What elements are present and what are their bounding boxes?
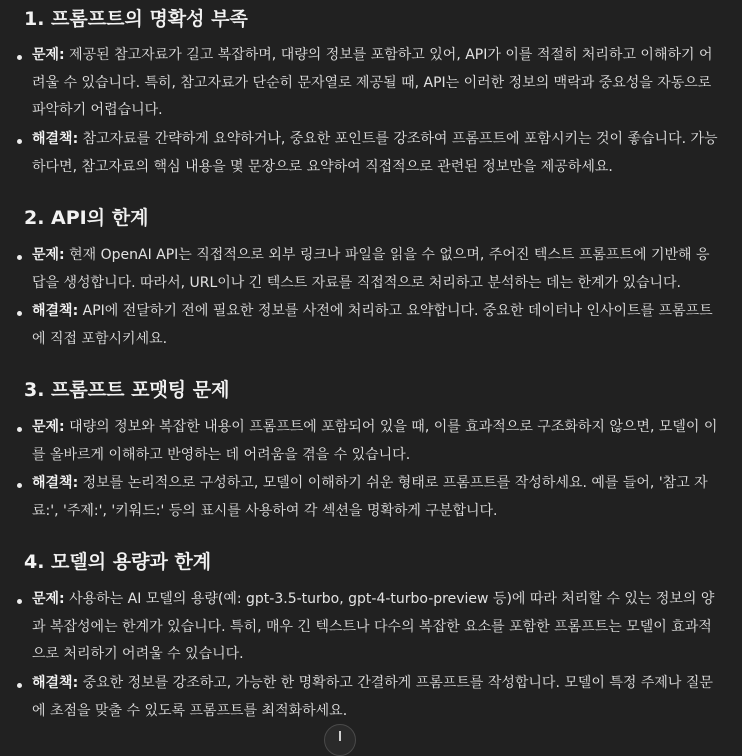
bullet-body: 정보를 논리적으로 구성하고, 모델이 이해하기 쉬운 형태로 프롬프트를 작성하세요. 예를 들어, '참고 자료:', '주제:', '키워드:' 등의 표시를 사용하여 각 섹션을 명확하게 구분합니다.	[32, 475, 708, 519]
bullet-label: 문제:	[32, 47, 65, 63]
section-heading: 4. 모델의 용량과 한계	[24, 551, 212, 573]
bullet-dot-icon	[17, 255, 22, 260]
bullet-body: 제공된 참고자료가 길고 복잡하며, 대량의 정보를 포함하고 있어, API가 이를 적절히 처리하고 이해하기 어려울 수 있습니다. 특히, 참고자료가 단순히 문자열로 제공될 때, API는 이러한 정보의 맥락과 중요성을 자동으로 파악하기 어렵습니다.	[32, 47, 713, 118]
bullet-dot-icon	[17, 311, 22, 316]
bullet-dot-icon	[17, 483, 22, 488]
bullet-label: 해결책:	[32, 131, 79, 147]
bullet-dot-icon	[17, 55, 22, 60]
bullet-text	[32, 670, 722, 725]
section-heading: 2. API의 한계	[24, 207, 149, 229]
bullet-text	[32, 470, 722, 525]
section-heading: 3. 프롬프트 포맷팅 문제	[24, 379, 230, 401]
bullet-text	[32, 126, 722, 181]
bullet-text	[32, 414, 722, 469]
bullet-body: 현재 OpenAI API는 직접적으로 외부 링크나 파일을 읽을 수 없으며, 주어진 텍스트 프롬프트에 기반해 응답을 생성합니다. 따라서, URL이나 긴 텍스트 자료를 직접적으로 처리하고 분석하는 데는 한계가 있습니다.	[32, 247, 710, 291]
bullet-text	[32, 586, 722, 669]
bullet-body: 중요한 정보를 강조하고, 가능한 한 명확하고 간결하게 프롬프트를 작성합니다. 모델이 특정 주제나 질문에 초점을 맞출 수 있도록 프롬프트를 최적화하세요.	[32, 675, 713, 719]
section-heading: 1. 프롬프트의 명확성 부족	[24, 8, 248, 30]
bullet-label: 해결책:	[32, 303, 79, 319]
bullet-text	[32, 242, 722, 297]
bullet-label: 문제:	[32, 591, 65, 607]
bullet-label: 문제:	[32, 247, 65, 263]
bullet-dot-icon	[17, 599, 22, 604]
bullet-body: 참고자료를 간략하게 요약하거나, 중요한 포인트를 강조하여 프롬프트에 포함시키는 것이 좋습니다. 가능하다면, 참고자료의 핵심 내용을 몇 문장으로 요약하여 직접적으로 관련된 정보만을 제공하세요.	[32, 131, 718, 175]
bullet-dot-icon	[17, 139, 22, 144]
bullet-label: 해결책:	[32, 675, 79, 691]
bullet-body: 대량의 정보와 복잡한 내용이 프롬프트에 포함되어 있을 때, 이를 효과적으로 구조화하지 않으면, 모델이 이를 올바르게 이해하고 반영하는 데 어려움을 겪을 수 있습니다.	[32, 419, 718, 463]
bullet-label: 해결책:	[32, 475, 79, 491]
bullet-text	[32, 298, 722, 353]
bullet-dot-icon	[17, 427, 22, 432]
bullet-text	[32, 42, 722, 125]
bullet-body: API에 전달하기 전에 필요한 정보를 사전에 처리하고 요약합니다. 중요한 데이터나 인사이트를 프롬프트에 직접 포함시키세요.	[32, 303, 713, 347]
bullet-body: 사용하는 AI 모델의 용량(예: gpt-3.5-turbo, gpt-4-turbo-preview 등)에 따라 처리할 수 있는 정보의 양과 복잡성에는 한계가 있습니다. 특히, 매우 긴 텍스트나 다수의 복잡한 요소를 포함한 프롬프트는 모델이 효과적으로 처리하기 어려울 수 있습니다.	[32, 591, 715, 662]
arrow-down-icon	[339, 731, 341, 741]
bullet-dot-icon	[17, 683, 22, 688]
bullet-label: 문제:	[32, 419, 65, 435]
scroll-down-button[interactable]	[324, 724, 356, 756]
